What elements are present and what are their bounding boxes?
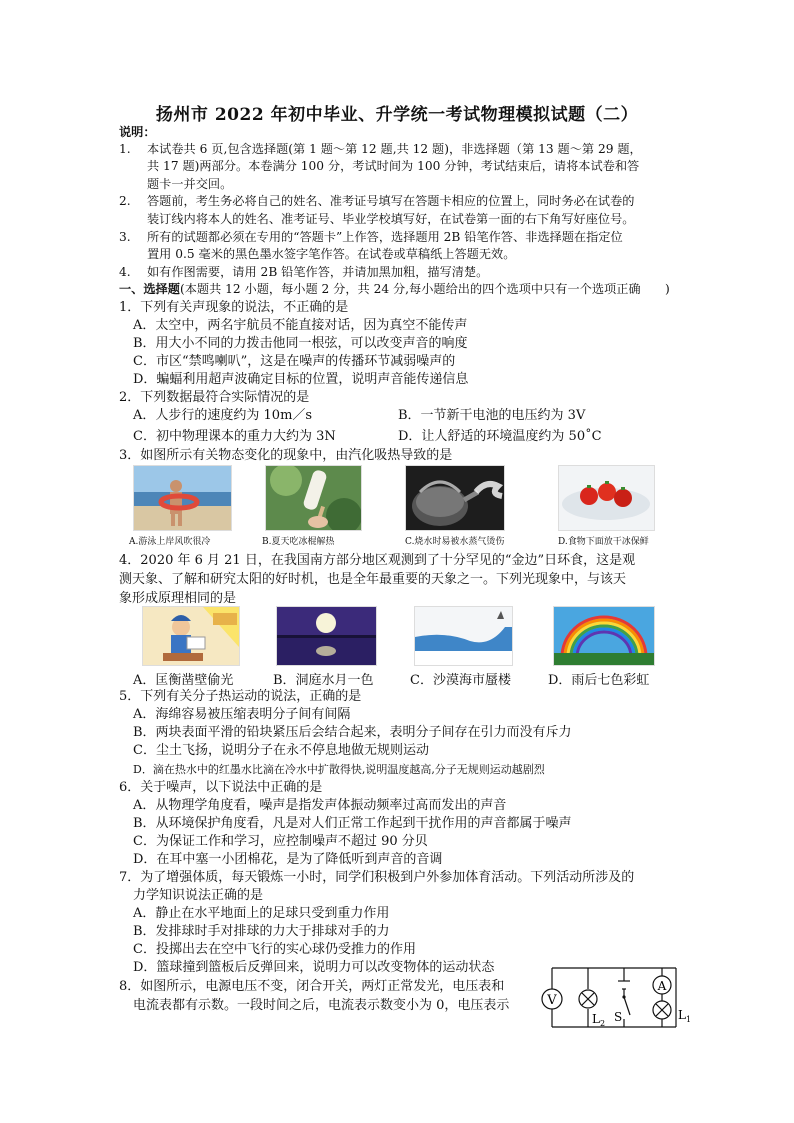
q1-option: B．用大小不同的力拨击他同一根弦，可以改变声音的响度 [133,336,468,351]
q2-option: B．一节新干电池的电压约为 3V [398,408,586,423]
q4-photo-c [414,606,513,666]
note-line: 如有作图需要，请用 2B 铅笔作答，并请加黑加粗，描写清楚。 [147,265,489,279]
switch-label: S [614,1010,623,1024]
q4-option: A．匡衡凿壁偷光 [133,673,234,688]
note-line: 共 17 题)两部分。本卷满分 100 分，考试时间为 100 分钟，考试结束后，请将本试卷和答 [147,159,640,173]
q4-stem-line: 象形成原理相同的是 [119,591,237,606]
section-desc: (本题共 12 小题，每小题 2 分，共 24 分,每小题给出的四个选项中只有一个选项正确 ) [179,282,670,296]
q5-option: B．两块表面平滑的铅块紧压后会结合起来，表明分子间存在引力而没有斥力 [133,725,572,740]
note-line: 置用 0.5 毫米的黑色墨水签字笔作答。在试卷或草稿纸上答题无效。 [147,247,516,261]
q3-caption: C.烧水时易被水蒸气烫伤 [405,537,505,547]
notes-heading: 说明： [119,125,156,139]
q5-option: A．海绵容易被压缩表明分子间有间隔 [133,707,351,722]
q7-option: B．发排球时手对排球的力大于排球对手的力 [133,924,390,939]
q8-stem-line: 8．如图所示，电源电压不变，闭合开关，两灯正常发光，电压表和 [119,979,505,994]
q4-photo-a [142,606,240,666]
note-line: 答题前，考生务必将自己的姓名、准考证号填写在答题卡相应的位置上，同时务必在试卷的 [147,194,635,208]
q3-stem: 3．如图所示有关物态变化的现象中，由汽化吸热导致的是 [119,448,453,463]
q3-photo-d [558,465,655,531]
note-line: 所有的试题都必须在专用的“答题卡”上作答，选择题用 2B 铅笔作答、非选择题在指定位 [147,230,623,244]
q4-stem-line: 4．2020 年 6 月 21 日，在我国南方部分地区观测到了十分罕见的“金边”日环食，这是观 [119,553,636,568]
section-heading [119,281,670,298]
q4-photo-d [553,606,655,666]
q7-option: C．投掷出去在空中飞行的实心球仍受推力的作用 [133,942,416,957]
q7-option: D．篮球撞到篮板后反弹回来，说明力可以改变物体的运动状态 [133,960,495,975]
q4-stem-line: 测天象、了解和研究太阳的好时机，也是全年最重要的天象之一。下列光现象中，与该天 [119,572,627,587]
q3-caption: B.夏天吃冰棍解热 [262,537,335,547]
q5-option: D．滴在热水中的红墨水比滴在冷水中扩散得快,说明温度越高,分子无规则运动越剧烈 [133,763,545,776]
q2-option: A．人步行的速度约为 10m／s [133,408,313,423]
q4-option: B．洞庭水月一色 [273,673,374,688]
note-line: 本试卷共 6 页,包含选择题(第 1 题～第 12 题,共 12 题)，非选择题（第 13 题～第 29 题， [147,142,642,156]
note-number: 4. [119,265,131,279]
note-line: 题卡一并交回。 [147,177,233,191]
q3-caption: D.食物下面放干冰保鲜 [558,537,649,547]
voltmeter-label: V [547,993,557,1008]
q7-stem-line: 力学知识说法正确的是 [133,888,264,903]
q6-option: B．从环境保护角度看，凡是对人们正常工作起到干扰作用的声音都属于噪声 [133,816,572,831]
q6-option: D．在耳中塞一小团棉花，是为了降低听到声音的音调 [133,852,443,867]
note-number: 2. [119,194,131,208]
q3-caption: A.游泳上岸风吹很冷 [129,537,211,547]
q6-option: A．从物理学角度看，噪声是指发声体振动频率过高而发出的声音 [133,798,507,813]
q7-stem-line: 7．为了增强体质，每天锻炼一小时，同学们积极到户外参加体育活动。下列活动所涉及的 [119,870,635,885]
q3-photo-a [133,465,232,531]
q2-option: C．初中物理课本的重力大约为 3N [133,429,336,444]
q2-option: D．让人舒适的环境温度约为 50˚C [398,429,602,444]
q2-stem: 2．下列数据最符合实际情况的是 [119,390,310,405]
q7-option: A．静止在水平地面上的足球只受到重力作用 [133,906,390,921]
q6-option: C．为保证工作和学习，应控制噪声不超过 90 分贝 [133,834,428,849]
q3-photo-b [265,465,362,531]
ammeter-label: A [657,979,667,993]
q1-option: D．蝙蝠利用超声波确定目标的位置，说明声音能传递信息 [133,372,469,387]
q1-stem: 1．下列有关声现象的说法，不正确的是 [119,300,349,315]
switch-icon [622,995,625,998]
q6-stem: 6．关于噪声，以下说法中正确的是 [119,780,323,795]
lamp-l1-icon [653,1001,671,1019]
lamp-l2-label: $L_2$ [592,1012,606,1028]
q4-photo-b [276,606,377,666]
circuit-diagram [534,963,692,1033]
q3-photo-c [405,465,505,531]
q4-option: D．雨后七色彩虹 [548,673,650,688]
lamp-l1-label: $L_1$ [678,1008,692,1024]
note-number: 1. [119,142,131,156]
lamp-l2-icon [579,990,597,1008]
section-label: 一、选择题 [119,282,180,296]
note-line: 装订线内将本人的姓名、准考证号、毕业学校填写好，在试卷第一面的右下角写好座位号。 [147,212,635,226]
q8-stem-line: 电流表都有示数。一段时间之后，电流表示数变小为 0，电压表示 [133,998,510,1013]
q5-option: C．尘土飞扬，说明分子在永不停息地做无规则运动 [133,743,429,758]
q1-option: A．太空中，两名宇航员不能直接对话，因为真空不能传声 [133,318,468,333]
q1-option: C．市区“禁鸣喇叭”，这是在噪声的传播环节减弱噪声的 [133,354,456,369]
q5-stem: 5．下列有关分子热运动的说法，正确的是 [119,689,362,704]
note-number: 3. [119,230,131,244]
q4-option: C．沙漠海市蜃楼 [410,673,511,688]
page-title: 扬州市 2022 年初中毕业、升学统一考试物理模拟试题（二） [155,105,639,125]
